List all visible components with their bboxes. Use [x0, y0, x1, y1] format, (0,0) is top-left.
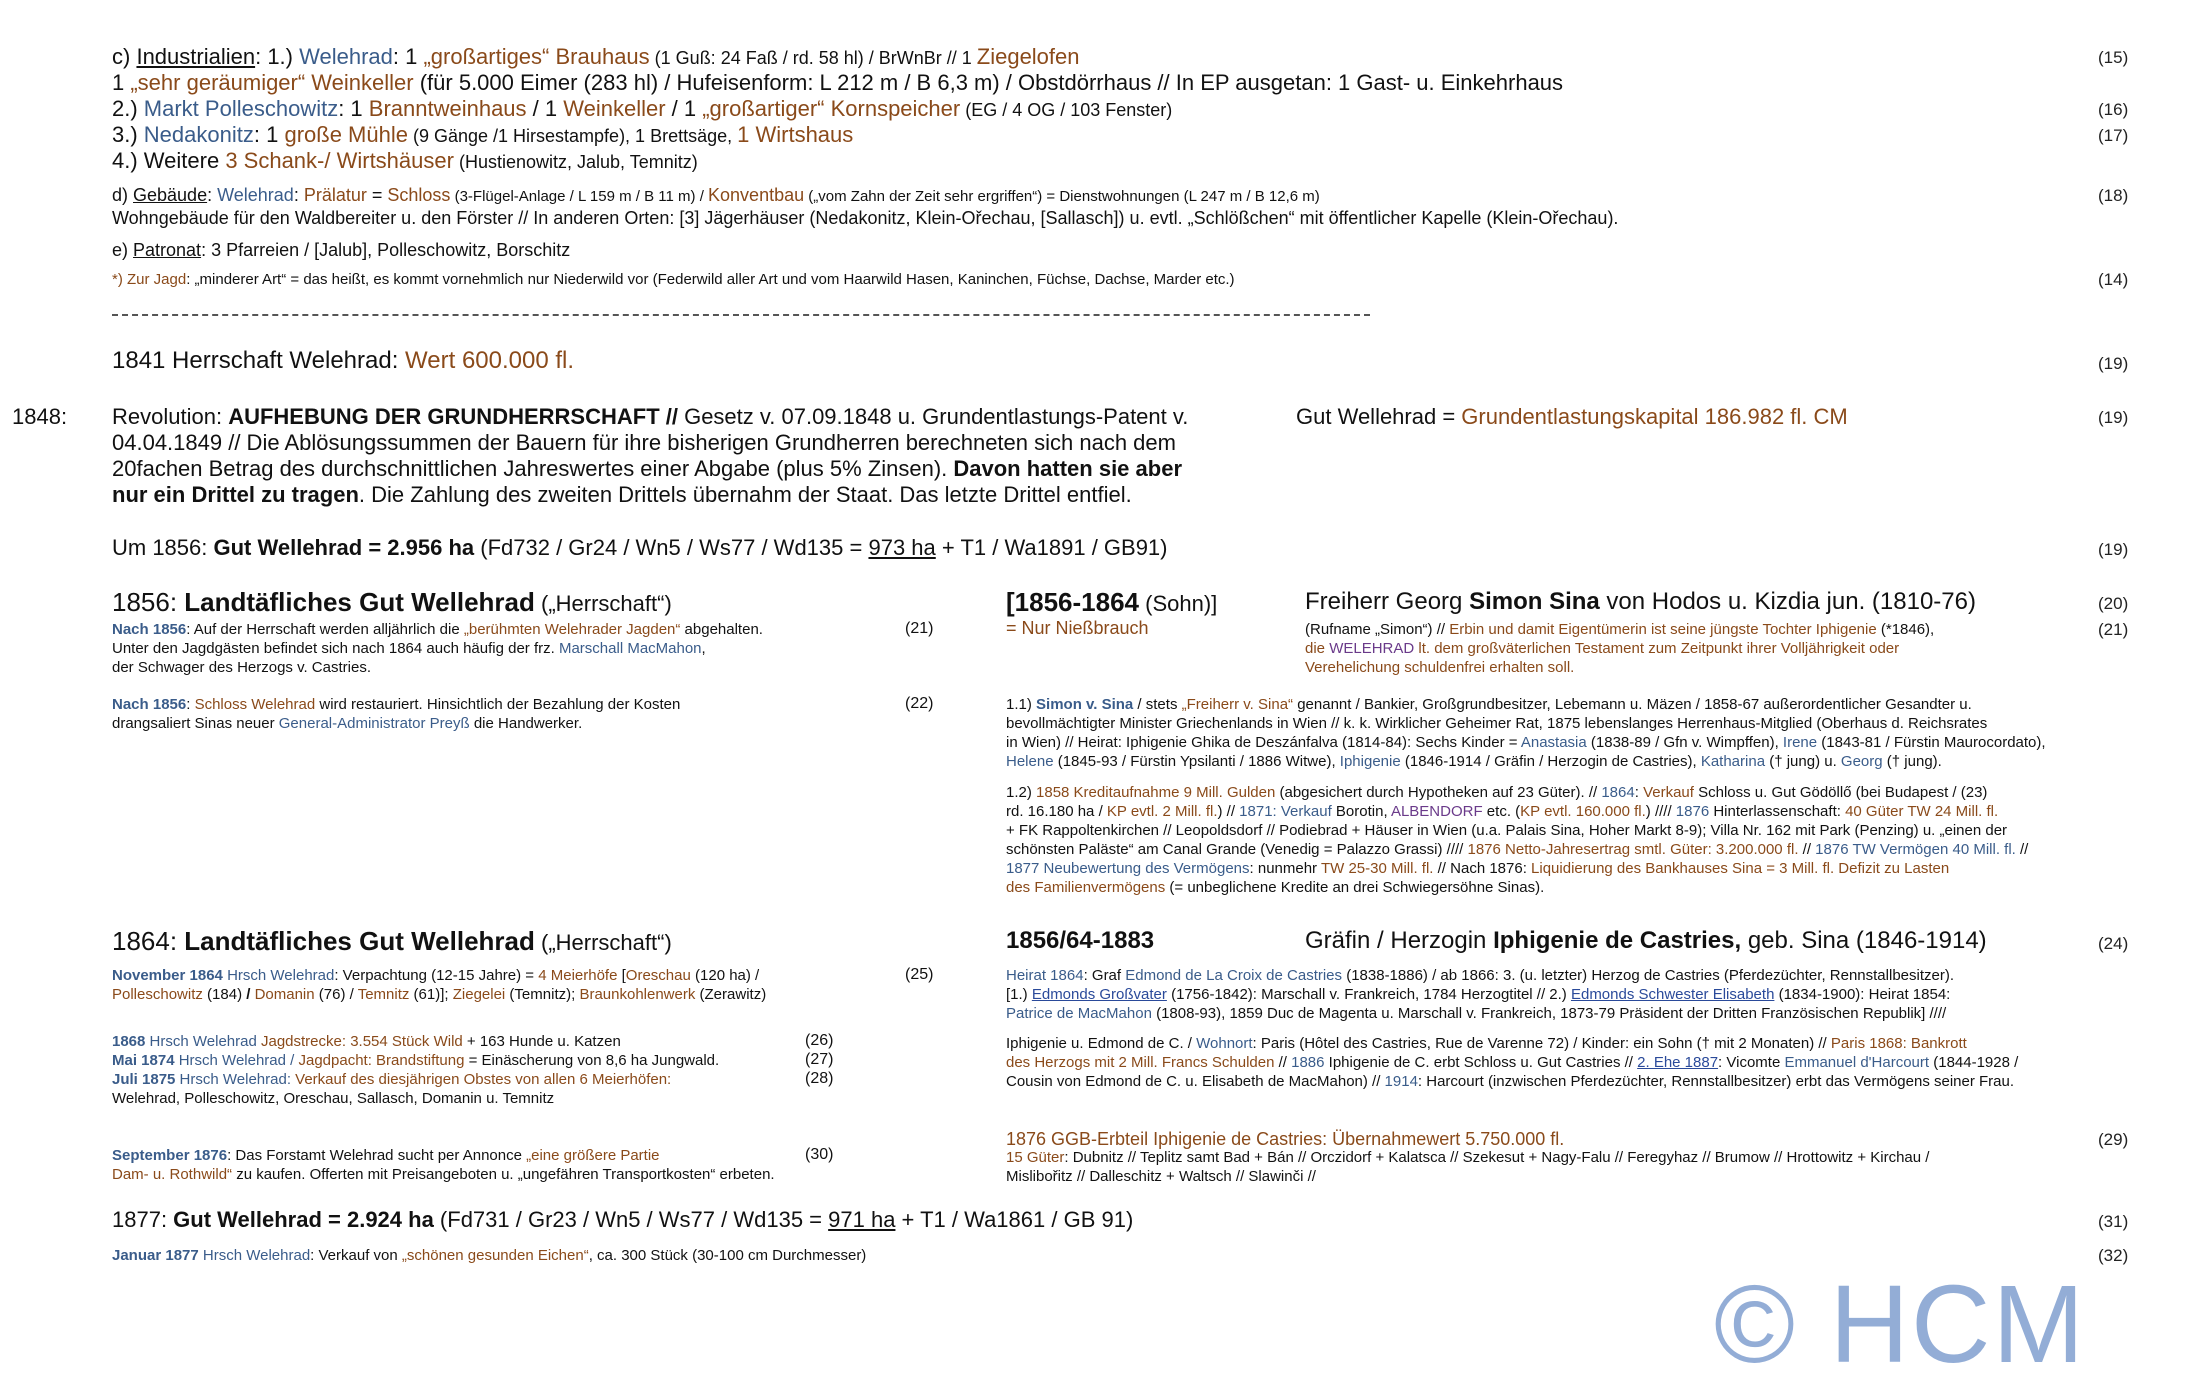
ha-971: 971 ha: [828, 1207, 896, 1232]
text: e): [112, 240, 134, 260]
title-bold: Landtäfliches Gut Wellehrad: [184, 926, 535, 956]
link-grossvater[interactable]: Edmonds Großvater: [1031, 986, 1167, 1003]
gueter: 15 Güter: [1006, 1149, 1065, 1166]
text: // Nach 1876:: [1433, 860, 1532, 877]
sina-p2-l5: [1006, 859, 1949, 878]
text: : „minderer Art“ = das heißt, es kommt vornehmlich nur Niederwild vor (Federwild aller Art und vom Haarwild Hasen, Kaninchen, Füchse, Dachse, Marder etc.): [186, 271, 1235, 288]
ref-17: (17): [2098, 126, 2129, 145]
text: zu kaufen. Offerten mit Preisangeboten u. „ungefähren Transportkosten“ erbeten.: [232, 1166, 775, 1183]
date: Januar 1877: [112, 1247, 199, 1264]
text: 3.): [112, 122, 144, 147]
sec1856-n1-l3: der Schwager des Herzogs v. Castries.: [112, 659, 371, 676]
sec1864-n1-l1: [112, 966, 759, 985]
year: 1876: [1675, 803, 1710, 820]
ref-26: (26): [805, 1032, 834, 1049]
text: (3-Flügel-Anlage / L 159 m / B 11 m) /: [450, 188, 709, 205]
jan1877-line: [112, 1246, 866, 1265]
text: 1.1): [1006, 696, 1037, 713]
sec1856-n2-l1: [112, 695, 680, 714]
text: (Rufname „Simon“) //: [1305, 621, 1450, 638]
text: Cousin von Edmond de C. u. Elisabeth de MacMahon) //: [1006, 1073, 1385, 1090]
sec1864-j2: [112, 1051, 719, 1070]
sec1864-s2: [112, 1165, 775, 1184]
sina-p2-l1: [1006, 783, 1987, 802]
sina-p1-l1: [1006, 695, 1972, 714]
weinkeller: „sehr geräumiger“ Weinkeller: [130, 70, 414, 95]
text: Iphigenie u. Edmond de C. /: [1006, 1035, 1197, 1052]
text: [: [617, 967, 626, 984]
date: Nach 1856: [112, 621, 187, 638]
text: (61)];: [409, 986, 453, 1003]
schankhaeuser: 3 Schank-/ Wirtshäuser: [225, 148, 454, 173]
ref-24: (24): [2098, 934, 2129, 953]
date: 1868: [112, 1033, 146, 1050]
text: :: [1634, 784, 1644, 801]
gueter-tw: 40 Güter TW 24 Mill. fl.: [1845, 803, 1999, 820]
text: 2.): [112, 96, 144, 121]
text: Freiherr Georg: [1305, 588, 1470, 615]
ref-31: (31): [2098, 1212, 2129, 1231]
text: (1843-81 / Fürstin Maurocordato),: [1817, 734, 2046, 751]
text: :: [186, 696, 195, 713]
text: 1.2): [1006, 784, 1037, 801]
place-polleschowitz: Markt Polleschowitz: [143, 96, 339, 121]
familienvermoegen: des Familienvermögens: [1006, 879, 1166, 896]
text: : 1: [392, 44, 424, 69]
eichen: „schönen gesunden Eichen“: [401, 1247, 589, 1264]
braunkohlenwerk: Braunkohlenwerk: [579, 986, 696, 1003]
text: 1856:: [112, 587, 185, 617]
text: (1756-1842): Marschall v. Frankreich, 1784 Herzogtitel // 2.): [1166, 986, 1571, 1003]
grundentlastungskapital: Grundentlastungskapital 186.982 fl. CM: [1461, 404, 1848, 429]
heirat: Heirat 1864: [1006, 967, 1084, 984]
macmahon: Marschall MacMahon: [558, 640, 702, 657]
liquidierung: Liquidierung des Bankhauses Sina = 3 Mill. fl. Defizit zu Lasten: [1531, 860, 1950, 877]
welehrad-caps: WELEHRAD: [1329, 640, 1415, 657]
text: 4.) Weitere: [112, 148, 226, 173]
ref-21a: (21): [905, 620, 934, 637]
sec1856-n2-l2: [112, 714, 582, 733]
sina-p2-l6: [1006, 878, 1544, 897]
castries-g1: 1876 GGB-Erbteil Iphigenie de Castries: Übernahmewert 5.750.000 fl.: [1006, 1129, 1565, 1149]
text: : Auf der Herrschaft werden alljährlich die: [186, 621, 464, 638]
sina-p2-l3: + FK Rappoltenkirchen // Leopoldsdorf // Podiebrad + Häuser in Wien (u.a. Palais Sina, Hoher Markt 8-9); Villa Nr. 162 mit Park (Penzing) u. „einen der: [1006, 822, 2008, 839]
kreditaufnahme: 1858 Kreditaufnahme 9 Mill. Gulden: [1036, 784, 1276, 801]
text: ,: [701, 640, 706, 657]
year: 1864: [1601, 784, 1635, 801]
anastasia: Anastasia: [1520, 734, 1587, 751]
text: (9 Gänge /1 Hirsestampfe), 1 Brettsäge,: [407, 126, 738, 146]
text: Gut Wellehrad =: [1296, 404, 1462, 429]
text: (Fd731 / Gr23 / Wn5 / Ws77 / Wd135 =: [433, 1207, 829, 1232]
text: (Fd732 / Gr24 / Wn5 / Ws77 / Wd135 =: [474, 535, 869, 560]
text: : Dubnitz // Teplitz samt Bad + Bán // Orczidorf + Kalatsca // Szekesut + Nagy-Falu // Feregyhaz // Brumow // Hrottowitz + Kirchau /: [1064, 1149, 1930, 1166]
title-bold: Landtäfliches Gut Wellehrad: [184, 587, 535, 617]
aufhebung: AUFHEBUNG DER GRUNDHERRSCHAFT //: [228, 404, 678, 429]
text: (*1846),: [1876, 621, 1935, 638]
sec1864-j4: Welehrad, Polleschowitz, Oreschau, Sallasch, Domanin u. Temnitz: [112, 1090, 555, 1107]
text: rd. 16.180 ha /: [1006, 803, 1107, 820]
jagdstrecke: Jagdstrecke: 3.554 Stück Wild: [260, 1033, 463, 1050]
text: =: [366, 185, 388, 205]
text: (1845-93 / Fürstin Ypsilanti / 1886 Witwe),: [1053, 753, 1340, 770]
ref-29: (29): [2098, 1130, 2129, 1149]
verkauf: Verkauf: [1643, 784, 1694, 801]
text: (EG / 4 OG / 103 Fenster): [960, 100, 1173, 120]
text: in Wien) // Heirat: Iphigenie Ghika de Deszánfalva (1814-84): Sechs Kinder =: [1006, 734, 1521, 751]
gut-ha: Gut Wellehrad = 2.924 ha: [173, 1207, 434, 1232]
sec1864-j1: [112, 1032, 621, 1051]
link-ehe[interactable]: 2. Ehe 1887: [1637, 1054, 1719, 1071]
preyss: General-Administrator Preyß: [278, 715, 470, 732]
helene: Helene: [1006, 753, 1054, 770]
sina-p2-l4: [1006, 840, 2028, 859]
simon: Simon v. Sina: [1036, 696, 1134, 713]
text: / stets: [1133, 696, 1182, 713]
text: († jung) u.: [1765, 753, 1841, 770]
sina-r2: [1305, 639, 1899, 658]
c-line-5: [112, 148, 698, 174]
text: (Temnitz);: [505, 986, 580, 1003]
text: („vom Zahn der Zeit sehr ergriffen“) = Dienstwohnungen (L 247 m / B 12,6 m): [804, 188, 1320, 205]
ref-22: (22): [905, 695, 934, 712]
text: (1846-1914 / Gräfin / Herzogin de Castries),: [1400, 753, 1701, 770]
text: / 1: [526, 96, 564, 121]
meierhoefe: 4 Meierhöfe: [538, 967, 618, 984]
kp-2: KP evtl. 160.000 fl.: [1520, 803, 1646, 820]
c-line-3: [112, 96, 1172, 122]
text: Schloss u. Gut Gödöllő (bei Budapest / (23): [1693, 784, 1988, 801]
sec1864-j3: [112, 1070, 671, 1089]
text: die Handwerker.: [469, 715, 583, 732]
text: (abgesichert durch Hypotheken auf 23 Güter). //: [1275, 784, 1602, 801]
castries-g2: [1006, 1148, 1929, 1167]
iphigenie: Iphigenie: [1339, 753, 1401, 770]
text: lt. dem großväterlichen Testament zum Zeitpunkt ihrer Volljährigkeit oder: [1414, 640, 1900, 657]
y1848-text: [112, 404, 1212, 508]
irene: Irene: [1782, 734, 1818, 751]
text: Borotin,: [1331, 803, 1391, 820]
text: 1877:: [112, 1207, 174, 1232]
text: //: [1798, 841, 1816, 858]
sina-period: [1006, 587, 1217, 617]
text: (Zerawitz): [695, 986, 767, 1003]
ref-14: (14): [2098, 270, 2129, 289]
sec1856-n1-l2: [112, 639, 706, 658]
place-nedakonitz: Nedakonitz: [143, 122, 254, 147]
e-line: [112, 239, 570, 261]
heading-industrialien: Industrialien: [136, 44, 256, 69]
text: : 1: [253, 122, 285, 147]
link-schwester[interactable]: Edmonds Schwester Elisabeth: [1570, 986, 1775, 1003]
sec1864-s1: [112, 1146, 660, 1165]
text: : 3 Pfarreien / [Jalub], Polleschowitz, Borschitz: [201, 240, 571, 260]
muehle: große Mühle: [284, 122, 408, 147]
date: September 1876: [112, 1147, 228, 1164]
text: schönsten Paläste“ am Canal Grande (Venedig = Palazzo Grassi) ////: [1006, 841, 1468, 858]
text: drangsaliert Sinas neuer: [112, 715, 279, 732]
castries-l1: [1006, 966, 1954, 985]
castries-l2: [1006, 985, 1950, 1004]
text: + 163 Hunde u. Katzen: [462, 1033, 621, 1050]
date: Mai 1874: [112, 1052, 175, 1069]
schloss: Schloss: [387, 185, 451, 205]
ref-16: (16): [2098, 100, 2129, 119]
c-line-2: [112, 70, 1563, 96]
text: Iphigenie de C. erbt Schloss u. Gut Castries //: [1324, 1054, 1638, 1071]
d-line-2: Wohngebäude für den Waldbereiter u. den Förster // In anderen Orten: [3] Jägerhäuser (Nedakonitz, Klein-Ořechau, [Sallasch]) u. evtl. „Schlößchen“ mit öffentlicher Kapelle (Klein-Ořechau).: [112, 208, 1619, 228]
text: die: [1305, 640, 1330, 657]
text: (Hustienowitz, Jalub, Temnitz): [453, 152, 698, 172]
text: (1838-89 / Gfn v. Wimpffen),: [1586, 734, 1783, 751]
ref-25: (25): [905, 966, 934, 983]
sina-niess: = Nur Nießbrauch: [1006, 618, 1149, 638]
text: : Graf: [1083, 967, 1126, 984]
text: [1.): [1006, 986, 1032, 1003]
temnitz: Temnitz: [357, 986, 410, 1003]
castries-period: 1856/64-1883: [1006, 927, 1155, 954]
ertrag: 1876 Netto-Jahresertrag smtl. Güter: 3.200.000 fl.: [1467, 841, 1799, 858]
hrsch: Hrsch Welehrad /: [174, 1052, 299, 1069]
text: + T1 / Wa1861 / GB 91): [895, 1207, 1134, 1232]
text: : Vicomte: [1718, 1054, 1785, 1071]
text: 1841 Herrschaft Welehrad:: [112, 347, 406, 374]
name-bold: Simon Sina: [1469, 588, 1600, 615]
hrsch: Hrsch Welehrad: [145, 1033, 261, 1050]
text: ) ////: [1645, 803, 1676, 820]
copyright-watermark: © HCM: [1714, 1263, 2087, 1386]
kp: KP evtl. 2 Mill. fl.: [1106, 803, 1218, 820]
ref-20: (20): [2098, 594, 2129, 613]
verkauf-1871: 1871: Verkauf: [1239, 803, 1332, 820]
text: ) //: [1217, 803, 1240, 820]
heading-gebaeude: Gebäude: [133, 185, 208, 205]
sina-r1: [1305, 620, 1934, 639]
freiherr: „Freiherr v. Sina“: [1181, 696, 1294, 713]
polleschowitz: Polleschowitz: [112, 986, 203, 1003]
text: geb. Sina (1846-1914): [1741, 927, 1987, 954]
text: (1808-93), 1859 Duc de Magenta u. Marschall v. Frankreich, 1873-79 Präsident der Dritten Französischen Republik] ////: [1151, 1005, 1947, 1022]
weinkeller-2: Weinkeller: [563, 96, 666, 121]
branntweinhaus: Branntweinhaus: [368, 96, 527, 121]
y1841-line: [112, 347, 574, 375]
text: (120 ha) /: [690, 967, 760, 984]
place-welehrad: Welehrad: [299, 44, 393, 69]
text: : Verpachtung (12-15 Jahre) =: [334, 967, 539, 984]
ref-19b: (19): [2098, 408, 2129, 427]
castries-g3: Mislibořitz // Dalleschitz + Waltsch // Slawinči //: [1006, 1168, 1316, 1185]
partie: „eine größere Partie: [526, 1147, 660, 1164]
jagd-label: *) Zur Jagd: [112, 271, 187, 288]
hrsch: Hrsch Welehrad: [198, 1247, 311, 1264]
gut-ha: Gut Wellehrad = 2.956 ha: [213, 535, 475, 560]
sec1856-n1-l1: [112, 620, 763, 639]
praelatur: Prälatur: [303, 185, 367, 205]
text: von Hodos u. Kizdia jun. (1810-76): [1599, 588, 1976, 615]
sina-name: [1305, 587, 1976, 617]
text: d): [112, 185, 134, 205]
ref-19c: (19): [2098, 540, 2129, 559]
c-line-4: [112, 122, 853, 148]
year: 1886: [1291, 1054, 1325, 1071]
ref-19a: (19): [2098, 354, 2129, 373]
text: (1834-1900): Heirat 1854:: [1774, 986, 1951, 1003]
text: : 1.): [255, 44, 300, 69]
hrsch: Hrsch Welehrad: [222, 967, 335, 984]
rothwild: Dam- u. Rothwild“: [112, 1166, 233, 1183]
wirtshaus: 1 Wirtshaus: [737, 122, 854, 147]
text: + T1 / Wa1891 / GB91): [935, 535, 1168, 560]
text: etc. (: [1482, 803, 1521, 820]
jagdpacht: Jagdpacht: Brandstiftung: [298, 1052, 465, 1069]
ref-18: (18): [2098, 186, 2129, 205]
bankrott: Paris 1868: Bankrott: [1830, 1035, 1967, 1052]
text: //: [1274, 1054, 1292, 1071]
ref-32: (32): [2098, 1246, 2129, 1265]
ziegelei: Ziegelei: [452, 986, 506, 1003]
kornspeicher: „großartiger“ Kornspeicher: [702, 96, 961, 121]
date: November 1864: [112, 967, 223, 984]
ziegelofen: Ziegelofen: [976, 44, 1080, 69]
katharina: Katharina: [1700, 753, 1766, 770]
text: / 1: [665, 96, 703, 121]
heading-patronat: Patronat: [133, 240, 202, 260]
neubewertung: 1877 Neubewertung des Vermögens: [1006, 860, 1250, 877]
sina-p1-l4: [1006, 752, 1942, 771]
text: = Einäscherung von 8,6 ha Jungwald.: [464, 1052, 720, 1069]
text: , ca. 300 Stück (30-100 cm Durchmesser): [588, 1247, 867, 1264]
d-line-1: [112, 184, 1320, 206]
text: Hinterlassenschaft:: [1709, 803, 1846, 820]
castries-l4: [1006, 1034, 1967, 1053]
schulden: des Herzogs mit 2 Mill. Francs Schulden: [1006, 1054, 1275, 1071]
text: („Herrschaft“): [534, 930, 672, 955]
period-bold: [1856-1864: [1006, 587, 1139, 617]
domanin: Domanin: [254, 986, 315, 1003]
castries-name: [1305, 926, 1987, 956]
text: (für 5.000 Eimer (283 hl) / Hufeisenform: L 212 m / B 6,3 m) / Obstdörrhaus // In EP ausgetan: 1 Gast- u. Einkehrhaus: [413, 70, 1564, 95]
castries-l6: [1006, 1072, 2014, 1091]
drittel: Davon hatten sie aber nur ein Drittel zu tragen: [112, 456, 1183, 507]
konventbau: Konventbau: [708, 185, 805, 205]
ref-28: (28): [805, 1070, 834, 1087]
y1848-label: 1848:: [12, 404, 68, 429]
c-line-1: [112, 44, 1080, 70]
obstverkauf: Verkauf des diesjährigen Obstes von allen 6 Meierhöfen:: [295, 1071, 672, 1088]
ref-15: (15): [2098, 48, 2129, 67]
text: († jung).: [1882, 753, 1942, 770]
sina-p1-l2: bevollmächtigter Minister Griechenlands in Wien // k. k. Wirklicher Geheimer Rat, 1875 lebenslanges Herrenhaus-Mitglied (Oberhaus d. Reichsrates: [1006, 715, 1988, 732]
castries-l5: [1006, 1053, 2018, 1072]
text: (= unbeglichene Kredite an drei Schwiegersöhne Sinas).: [1165, 879, 1545, 896]
wert: Wert 600.000 fl.: [405, 347, 575, 374]
ref-30: (30): [805, 1146, 834, 1163]
text: („Herrschaft“): [534, 591, 672, 616]
tw: TW 25-30 Mill. fl.: [1320, 860, 1434, 877]
brauhaus: „großartiges“ Brauhaus: [423, 44, 650, 69]
jagden: „berühmten Welehrader Jagden“: [463, 621, 681, 638]
y1856-line: [112, 535, 1168, 561]
sec1864-title: [112, 926, 672, 956]
name-bold: Iphigenie de Castries,: [1493, 927, 1742, 954]
text: Revolution:: [112, 404, 229, 429]
date: Nach 1856: [112, 696, 187, 713]
text: : nunmehr: [1249, 860, 1321, 877]
y1877-line: [112, 1207, 1133, 1233]
text: //: [2015, 841, 2029, 858]
vermoegen: 1876 TW Vermögen 40 Mill. fl.: [1815, 841, 2016, 858]
text: (1838-1886) / ab 1866: 3. (u. letzter) Herzog de Castries (Pferdezüchter, Rennstallbesitzer).: [1342, 967, 1954, 984]
ref-27: (27): [805, 1051, 834, 1068]
text: c): [112, 44, 137, 69]
text: . Die Zahlung des zweiten Drittels übernahm der Staat. Das letzte Drittel entfiel.: [358, 482, 1132, 507]
wohnort: Wohnort: [1196, 1035, 1253, 1052]
georg: Georg: [1840, 753, 1883, 770]
text: (1844-1928 /: [1929, 1054, 2019, 1071]
text: Gesetz v. 07.09.1848 u. Grundentlastungs-Patent v. 04.04.1849 // Die Ablösungssummen der Bauern für ihre bisherigen Grundherren berechneten sich nach dem 20fachen Betrag des durchschnittlichen Jahreswertes einer Abgabe (plus 5% Zinsen).: [112, 404, 1189, 481]
sina-r3: Verehelichung schuldenfrei erhalten soll.: [1305, 659, 1575, 676]
text: :: [293, 185, 304, 205]
y1848-right: [1296, 404, 1848, 430]
edmond: Edmond de La Croix de Castries: [1125, 967, 1343, 984]
ref-21b: (21): [2098, 620, 2129, 639]
text: abgehalten.: [680, 621, 763, 638]
text: (Sohn)]: [1139, 591, 1218, 616]
text: :: [207, 185, 218, 205]
text: (1 Guß: 24 Faß / rd. 58 hl) / BrWnBr // 1: [649, 48, 977, 68]
oreschau: Oreschau: [625, 967, 691, 984]
hrsch: Hrsch Welehrad:: [175, 1071, 296, 1088]
place-welehrad: Welehrad: [217, 185, 294, 205]
text: : 1: [338, 96, 369, 121]
text: : Paris (Hôtel des Castries, Rue de Varenne 72) / Kinder: ein Sohn († mit 2 Monaten) //: [1252, 1035, 1831, 1052]
sina-p1-l3: [1006, 733, 2046, 752]
ha-973: 973 ha: [868, 535, 936, 560]
text: : Das Forstamt Welehrad sucht per Annonce: [227, 1147, 527, 1164]
text: wird restauriert. Hinsichtlich der Bezahlung der Kosten: [315, 696, 681, 713]
sec1856-title: [112, 587, 672, 617]
dashed-divider: [112, 314, 1370, 316]
macmahon: Patrice de MacMahon: [1006, 1005, 1152, 1022]
date: Juli 1875: [112, 1071, 176, 1088]
sina-p2-l2: [1006, 802, 1998, 821]
text: 1: [112, 70, 131, 95]
text: genannt / Bankier, Großgrundbesitzer, Lebemann u. Mäzen / 1858-67 außerordentlicher Gesandter u.: [1293, 696, 1972, 713]
jagd-note: [112, 270, 1235, 289]
schloss: Schloss Welehrad: [194, 696, 316, 713]
text: Gräfin / Herzogin: [1305, 927, 1494, 954]
year: 1914: [1384, 1073, 1418, 1090]
castries-l3: [1006, 1004, 1946, 1023]
harcourt: Emmanuel d'Harcourt: [1784, 1054, 1930, 1071]
text: (76) /: [314, 986, 358, 1003]
text: (184): [202, 986, 247, 1003]
erbin: Erbin und damit Eigentümerin ist seine jüngste Tochter Iphigenie: [1449, 621, 1877, 638]
text: : Verkauf von: [310, 1247, 402, 1264]
text: : Harcourt (inzwischen Pferdezüchter, Rennstallbesitzer) erbt das Vermögens seiner Frau.: [1417, 1073, 2015, 1090]
albendorf: ALBENDORF: [1390, 803, 1483, 820]
text: Unter den Jagdgästen befindet sich nach 1864 auch häufig der frz.: [112, 640, 559, 657]
slash: /: [246, 986, 251, 1003]
text: 1864:: [112, 926, 185, 956]
text: Um 1856:: [112, 535, 214, 560]
sec1864-n1-l2: [112, 985, 766, 1004]
